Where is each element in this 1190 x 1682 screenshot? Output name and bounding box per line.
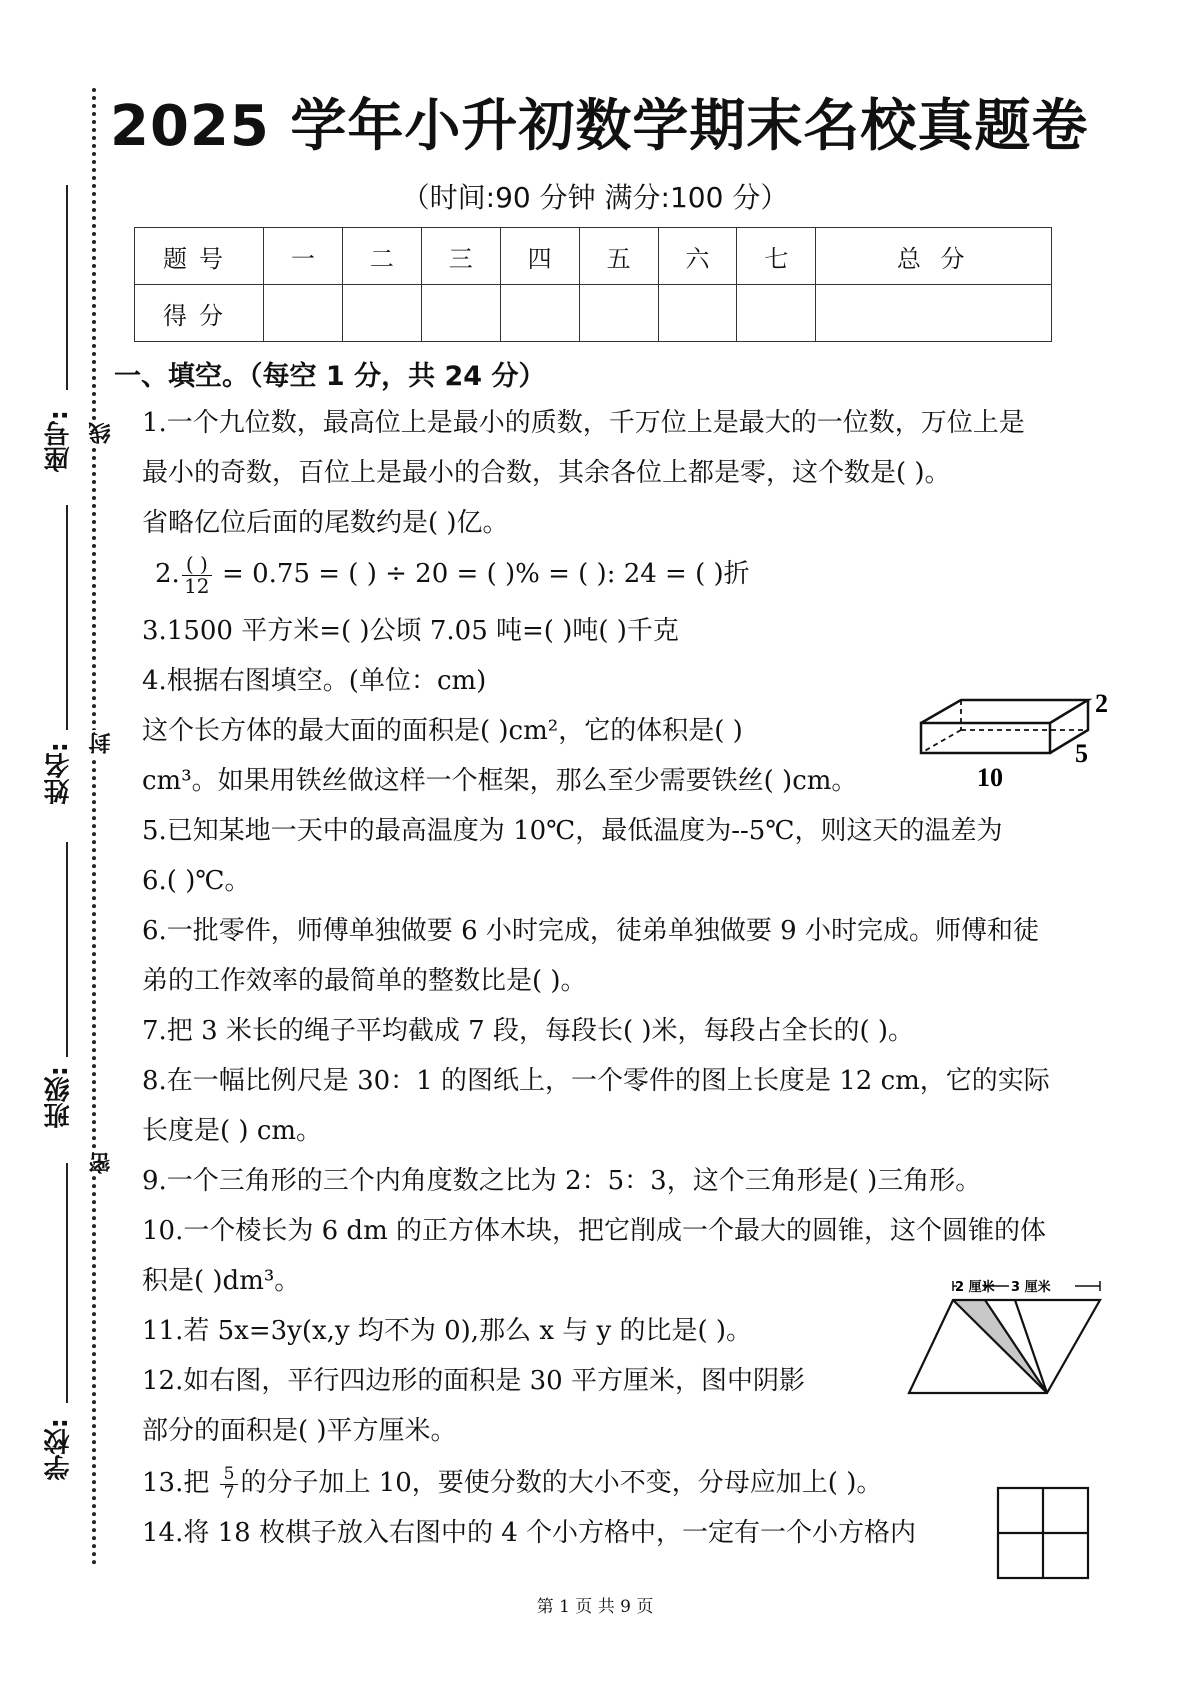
question-12-line-1: 12.如右图，平行四边形的面积是 30 平方厘米，图中阴影 — [142, 1366, 805, 1396]
question-5-line-1: 5.已知某地一天中的最高温度为 10℃，最低温度为--5℃，则这天的温差为 — [142, 816, 1003, 846]
column-header: 一 — [264, 228, 343, 285]
fraction-numerator: 5 — [220, 1466, 239, 1485]
score-cell[interactable] — [658, 285, 737, 342]
question-2-fraction — [182, 551, 212, 598]
dimension-label-right: 3 厘米 — [1011, 1280, 1051, 1295]
row-header-score: 得分 — [135, 285, 264, 342]
question-7: 7.把 3 米长的绳子平均截成 7 段，每段长( )米，每段占全长的( )。 — [142, 1016, 915, 1046]
seal-char-secret: 密 — [86, 1150, 117, 1176]
question-2 — [155, 553, 750, 597]
question-8-line-1: 8.在一幅比例尺是 30：1 的图纸上，一个零件的图上长度是 12 cm，它的实际 — [142, 1066, 1050, 1096]
cuboid-front-face — [921, 723, 1050, 753]
question-2-prefix: 2. — [155, 559, 180, 589]
question-1-line-1: 1.一个九位数，最高位上是最小的质数，千万位上是最大的一位数，万位上是 — [142, 408, 1025, 438]
diagonal-line — [953, 1300, 1047, 1393]
question-13-rest: 的分子加上 10，要使分数的大小不变，分母应加上( )。 — [240, 1468, 883, 1498]
cuboid-length-label: 10 — [977, 763, 1003, 790]
dimension-label-left: 2 厘米 — [955, 1280, 995, 1295]
section-heading: 一、填空。（每空 1 分，共 24 分） — [114, 361, 546, 392]
class-label: 班级: — [44, 1066, 74, 1129]
score-table-score-row — [135, 285, 1052, 342]
grid-figure — [990, 1480, 1100, 1588]
fraction-denominator: 12 — [184, 573, 210, 598]
question-13-prefix: 13.把 — [142, 1468, 218, 1498]
column-header: 二 — [342, 228, 421, 285]
score-cell[interactable] — [264, 285, 343, 342]
score-cell[interactable] — [737, 285, 816, 342]
name-label: 姓名: — [44, 742, 74, 805]
school-underline — [66, 1163, 68, 1403]
question-5-line-2: 6.( )℃。 — [142, 866, 251, 896]
row-header-question-number: 题号 — [135, 228, 264, 285]
score-cell[interactable] — [500, 285, 579, 342]
cuboid-width-label: 5 — [1075, 739, 1088, 768]
exam-subtitle: （时间:90 分钟 满分:100 分） — [401, 181, 789, 214]
question-1-line-3: 省略亿位后面的尾数约是( )亿。 — [142, 508, 509, 538]
cuboid-height-label: 2 — [1095, 690, 1108, 718]
name-underline — [66, 505, 68, 730]
question-13-fraction — [220, 1463, 239, 1503]
inner-line-1 — [985, 1300, 1047, 1393]
question-14: 14.将 18 枚棋子放入右图中的 4 个小方格中，一定有一个小方格内 — [142, 1518, 917, 1548]
seal-char-line: 线 — [86, 420, 117, 446]
page-footer: 第 1 页 共 9 页 — [536, 1597, 654, 1617]
binding-dotted-line — [92, 88, 96, 1566]
cuboid-top-edges — [921, 700, 1088, 723]
question-11: 11.若 5x=3y(x,y 均不为 0),那么 x 与 y 的比是( )。 — [142, 1316, 753, 1346]
question-4-line-3: cm³。如果用铁丝做这样一个框架，那么至少需要铁丝( )cm。 — [142, 766, 858, 796]
score-table — [134, 227, 1052, 342]
question-3: 3.1500 平方米=( )公顷 7.05 吨=( )吨( )千克 — [142, 616, 679, 646]
fraction-numerator: ( ) — [182, 554, 212, 576]
score-cell[interactable] — [421, 285, 500, 342]
seal-char-seal: 封 — [86, 730, 117, 756]
school-label: 学校: — [44, 1418, 74, 1481]
question-4-line-2: 这个长方体的最大面的面积是( )cm²，它的体积是( ) — [142, 716, 743, 746]
page-title: 2025 学年小升初数学期末名校真题卷 — [110, 94, 1089, 159]
column-header: 五 — [579, 228, 658, 285]
class-underline — [66, 842, 68, 1057]
cuboid-figure — [915, 690, 1115, 790]
question-4-line-1: 4.根据右图填空。(单位：cm) — [142, 666, 487, 696]
column-header-total: 总 分 — [816, 228, 1052, 285]
question-10-line-2: 积是( )dm³。 — [142, 1266, 301, 1296]
question-6-line-2: 弟的工作效率的最简单的整数比是( )。 — [142, 966, 587, 996]
column-header: 七 — [737, 228, 816, 285]
column-header: 三 — [421, 228, 500, 285]
inner-line-2 — [1015, 1300, 1047, 1393]
question-8-line-2: 长度是( ) cm。 — [142, 1116, 323, 1146]
score-cell[interactable] — [579, 285, 658, 342]
question-13 — [142, 1462, 882, 1502]
parallelogram-figure — [905, 1278, 1105, 1408]
question-12-line-2: 部分的面积是( )平方厘米。 — [142, 1416, 457, 1446]
column-header: 四 — [500, 228, 579, 285]
fraction-denominator: 7 — [223, 1482, 235, 1503]
column-header: 六 — [658, 228, 737, 285]
question-10-line-1: 10.一个棱长为 6 dm 的正方体木块，把它削成一个最大的圆锥，这个圆锥的体 — [142, 1216, 1046, 1246]
score-table-header-row — [135, 228, 1052, 285]
score-cell-total[interactable] — [816, 285, 1052, 342]
score-cell[interactable] — [342, 285, 421, 342]
seat-number-label: 座号: — [44, 410, 74, 473]
question-9: 9.一个三角形的三个内角度数之比为 2：5：3，这个三角形是( )三角形。 — [142, 1166, 982, 1196]
question-1-line-2: 最小的奇数，百位上是最小的合数，其余各位上都是零，这个数是( )。 — [142, 458, 951, 488]
question-6-line-1: 6.一批零件，师傅单独做要 6 小时完成，徒弟单独做要 9 小时完成。师傅和徒 — [142, 916, 1039, 946]
question-2-rest: = 0.75 = ( ) ÷ 20 = ( )% = ( ): 24 = ( )折 — [213, 559, 750, 589]
